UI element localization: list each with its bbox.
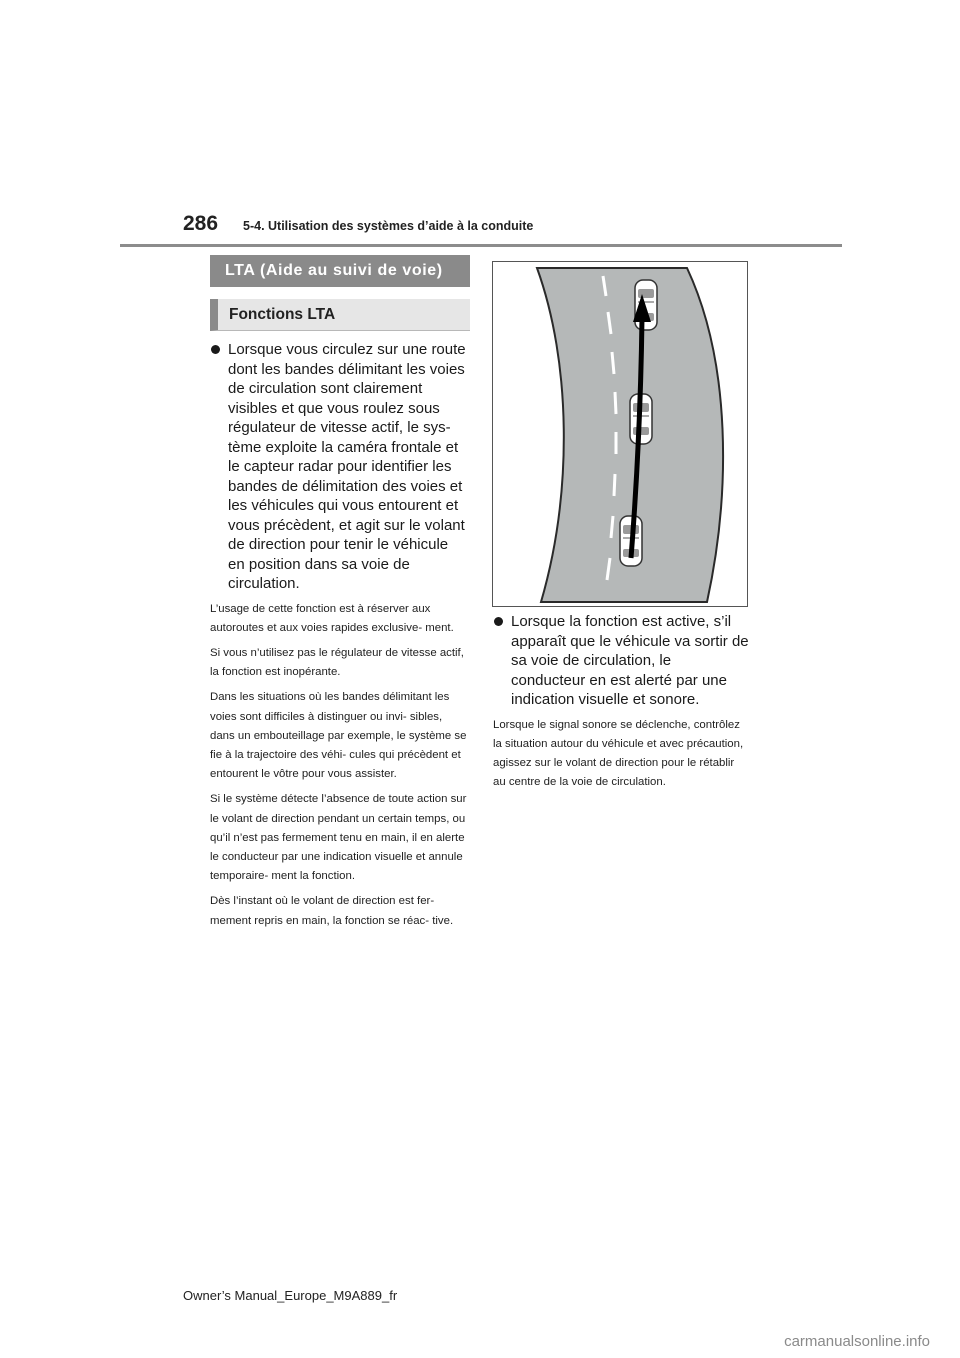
lane-trace-illustration	[492, 261, 748, 607]
note-paragraph: Si le système détecte l’absence de toute action sur le volant de direction pendant un certain temps, ou qu’il n’est pas fermement tenu en main, il en alerte le conducteur par une indication visuelle et annule temporaire- ment la fonction.	[210, 793, 467, 883]
chapter-title: LTA (Aide au suivi de voie)	[210, 255, 470, 287]
bullet-icon	[494, 617, 503, 626]
footer-manual-id: Owner’s Manual_Europe_M9A889_fr	[183, 1288, 398, 1303]
note-paragraph: Dès l’instant où le volant de direction est fer- mement repris en main, la fonction se réac- tive.	[210, 895, 454, 927]
section-title: 5-4. Utilisation des systèmes d’aide à la conduite	[243, 219, 534, 233]
note-paragraph: Lorsque le signal sonore se déclenche, contrôlez la situation autour du véhicule et avec précaution, agissez sur le volant de direction pour le rétablir au centre de la voie de circulation.	[493, 718, 744, 789]
bullet-item	[210, 340, 468, 594]
bullet-item	[493, 612, 749, 710]
section-subtitle: Fonctions LTA	[210, 299, 470, 331]
watermark: carmanualsonline.info	[784, 1333, 930, 1350]
note-paragraph: L’usage de cette fonction est à réserver aux autoroutes et aux voies rapides exclusive- ment.	[210, 602, 454, 634]
car-icon	[635, 280, 657, 330]
note-paragraph: Dans les situations où les bandes délimitant les voies sont difficiles à distinguer ou invi- sibles, dans un embouteillage par exemple, le système se fie à la trajectoire des véhi- cules qui précèdent et entourent le vôtre pour vous assister.	[210, 691, 467, 781]
page-number: 286	[183, 212, 219, 235]
note-paragraph: Si vous n’utilisez pas le régulateur de vitesse actif, la fonction est inopérante.	[210, 646, 464, 679]
bullet-icon	[211, 345, 220, 354]
bullet-text: Lorsque vous circulez sur une route dont les bandes délimitant les voies de circulation sont clairement visibles et que vous roulez sous régulateur de vitesse actif, le sys- tème exploite la caméra frontale et le capteur radar pour identifier les bandes de délimitation des voies et les véhicules qui vous entourent et vous précèdent, et agit sur le volant de direction pour tenir le véhicule en position dans sa voie de circulation.	[228, 341, 466, 592]
right-column	[493, 612, 749, 792]
bullet-text: Lorsque la fonction est active, s’il apparaît que le véhicule va sortir de sa voie de circulation, le conducteur en est alerté par une indication visuelle et sonore.	[511, 613, 749, 708]
left-column	[210, 340, 468, 931]
header-rule	[120, 244, 842, 247]
